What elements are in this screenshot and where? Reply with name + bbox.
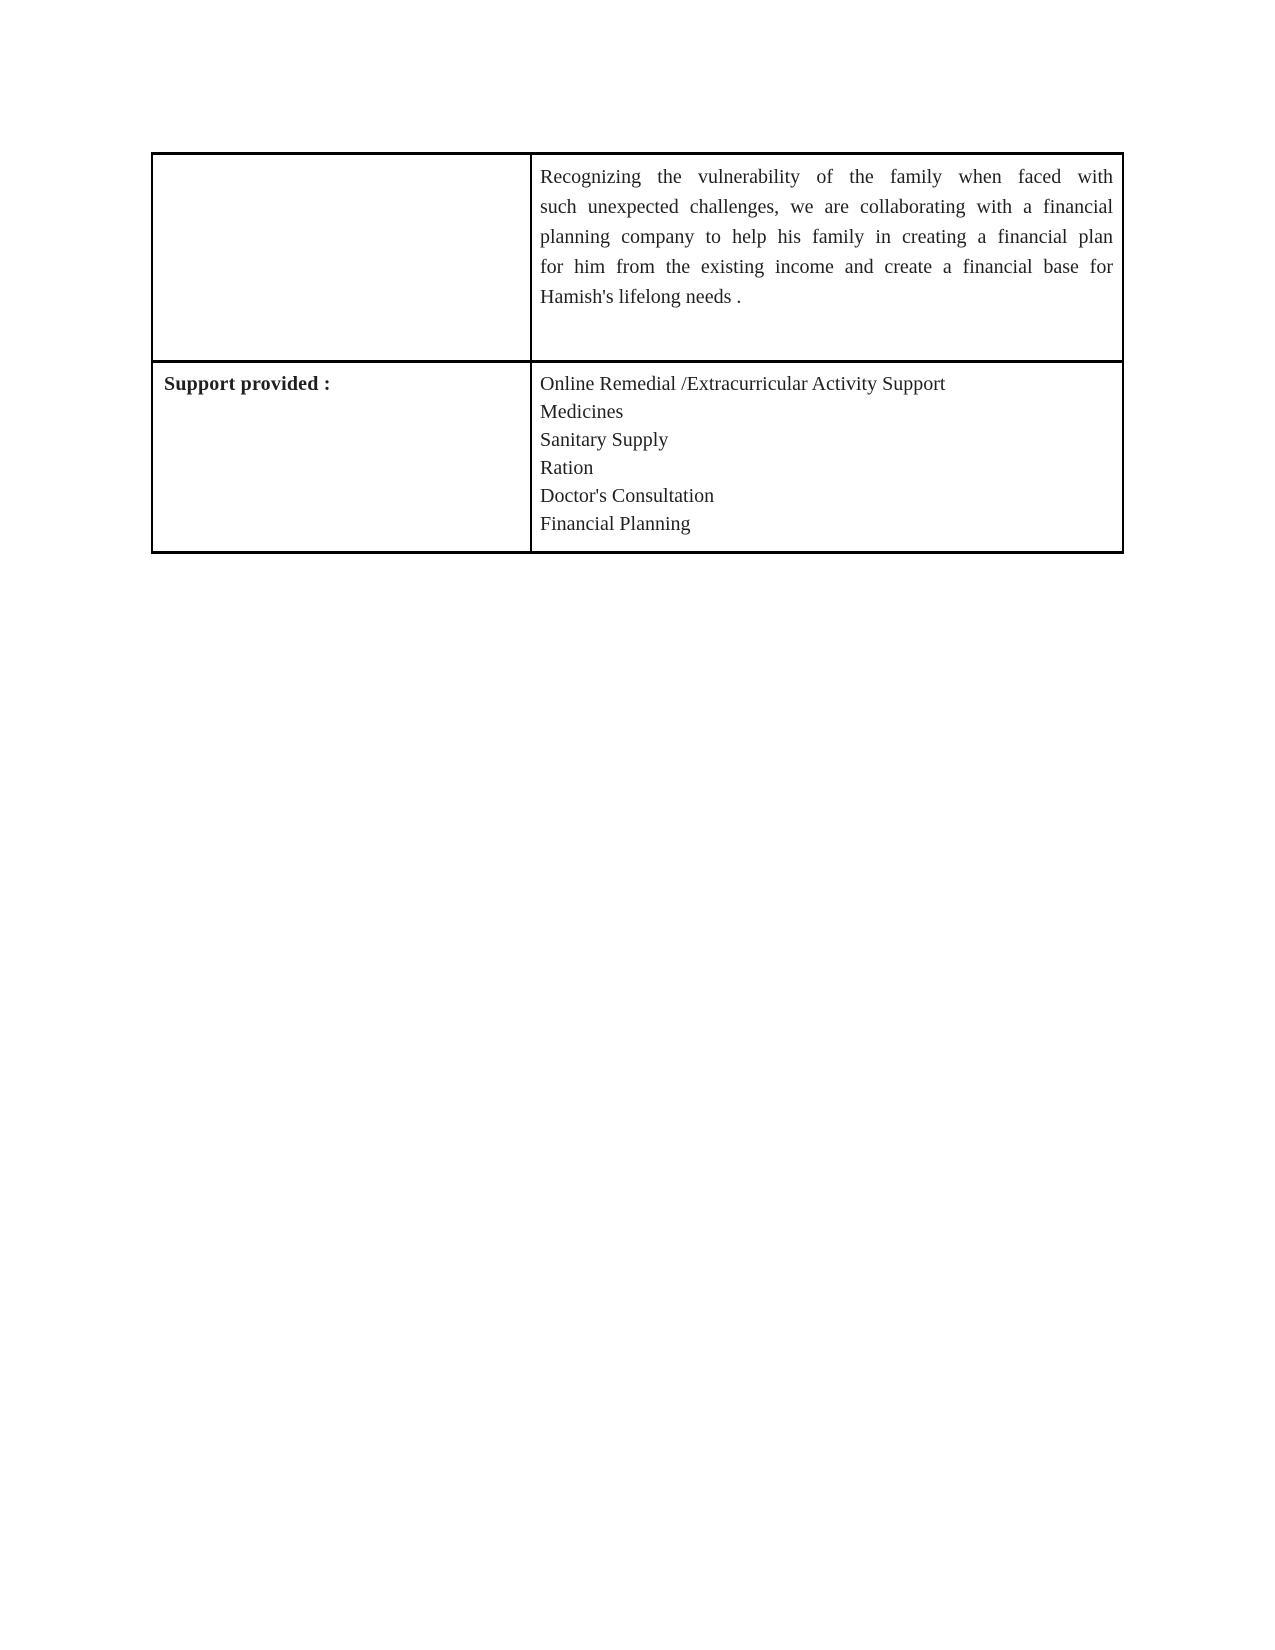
narrative-line: planning company to help his family in creating a financial plan <box>540 226 1113 248</box>
case-details-table <box>151 152 1124 554</box>
support-item: Medicines <box>540 401 624 423</box>
support-item: Financial Planning <box>540 513 691 535</box>
table-row-support <box>153 360 1122 551</box>
support-item: Online Remedial /Extracurricular Activity Support <box>540 373 946 395</box>
support-item: Ration <box>540 457 594 479</box>
support-label-cell <box>153 363 532 551</box>
support-provided-label: Support provided : <box>164 373 331 395</box>
narrative-cell <box>532 155 1122 360</box>
narrative-line: Recognizing the vulnerability of the family when faced with <box>540 166 1113 188</box>
empty-label-cell <box>153 155 532 360</box>
support-items-cell <box>532 363 1122 551</box>
table-row-narrative <box>153 155 1122 360</box>
support-item: Sanitary Supply <box>540 429 669 451</box>
narrative-line: such unexpected challenges, we are collaborating with a financial <box>540 196 1113 218</box>
narrative-line: Hamish's lifelong needs . <box>540 286 742 308</box>
narrative-line: for him from the existing income and create a financial base for <box>540 256 1113 278</box>
support-item: Doctor's Consultation <box>540 485 715 507</box>
